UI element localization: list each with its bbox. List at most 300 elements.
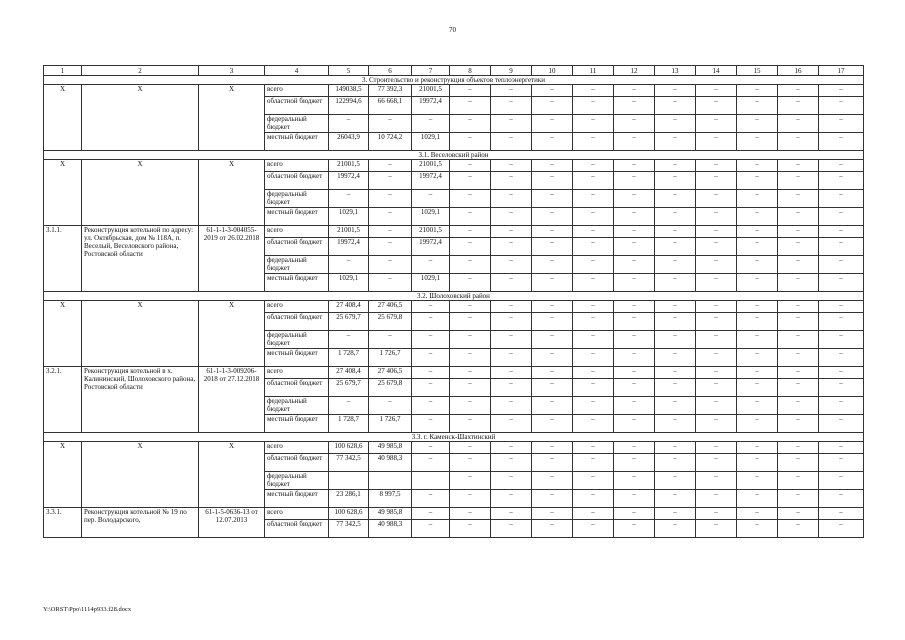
amount-cell: –	[369, 172, 412, 190]
empty-value-cell: –	[573, 256, 614, 274]
mark-cell: Х	[199, 442, 265, 508]
empty-value-cell: –	[491, 379, 532, 397]
empty-value-cell: –	[491, 85, 532, 97]
empty-value-cell: –	[614, 85, 655, 97]
table-row	[44, 367, 864, 379]
amount-cell: 27 406,5	[369, 367, 412, 379]
amount-cell: –	[369, 160, 412, 172]
empty-value-cell: –	[450, 379, 491, 397]
empty-value-cell: –	[696, 85, 737, 97]
empty-value-cell: –	[573, 367, 614, 379]
empty-value-cell: –	[655, 415, 696, 433]
empty-value-cell: –	[655, 508, 696, 520]
empty-value-cell: –	[778, 226, 819, 238]
amount-cell: 77 392,3	[369, 85, 412, 97]
empty-value-cell: –	[532, 172, 573, 190]
amount-cell: 77 342,5	[329, 520, 369, 538]
empty-value-cell: –	[450, 313, 491, 331]
section-title: 3. Строительство и реконструкция объектов теплоэнергетики	[44, 76, 864, 85]
amount-cell: –	[369, 397, 412, 415]
empty-value-cell: –	[778, 415, 819, 433]
amount-cell	[369, 472, 412, 490]
empty-value-cell: –	[655, 301, 696, 313]
amount-cell: 21001,5	[412, 85, 450, 97]
empty-value-cell: –	[696, 454, 737, 472]
mark-cell: Х	[82, 85, 199, 151]
empty-value-cell: –	[655, 349, 696, 367]
empty-value-cell: –	[614, 349, 655, 367]
amount-cell: –	[329, 256, 369, 274]
empty-value-cell: –	[614, 301, 655, 313]
empty-value-cell: –	[778, 301, 819, 313]
empty-value-cell: –	[573, 379, 614, 397]
table-row	[44, 301, 864, 313]
amount-cell: 26043,9	[329, 133, 369, 151]
empty-value-cell: –	[737, 256, 778, 274]
amount-cell: 19972,4	[412, 97, 450, 115]
amount-cell: –	[369, 115, 412, 133]
funding-type: всего	[265, 367, 329, 379]
mark-cell: Х	[44, 85, 82, 151]
funding-type: местный бюджет	[265, 349, 329, 367]
empty-value-cell: –	[450, 301, 491, 313]
empty-value-cell: –	[737, 226, 778, 238]
empty-value-cell: –	[819, 190, 864, 208]
section-title-row	[44, 292, 864, 301]
empty-value-cell: –	[491, 115, 532, 133]
empty-value-cell: –	[655, 274, 696, 292]
empty-value-cell: –	[819, 226, 864, 238]
empty-value-cell: –	[614, 172, 655, 190]
section-title-row	[44, 433, 864, 442]
empty-value-cell: –	[655, 85, 696, 97]
empty-value-cell: –	[696, 472, 737, 490]
column-number: 17	[819, 66, 864, 76]
mark-cell: Х	[44, 442, 82, 508]
empty-value-cell: –	[491, 313, 532, 331]
table-row	[44, 85, 864, 97]
item-number: 3.2.1.	[44, 367, 82, 433]
empty-value-cell: –	[532, 520, 573, 538]
empty-value-cell: –	[450, 331, 491, 349]
empty-value-cell: –	[737, 520, 778, 538]
empty-value-cell: –	[573, 115, 614, 133]
empty-value-cell: –	[450, 190, 491, 208]
amount-cell: –	[412, 349, 450, 367]
amount-cell: 40 988,3	[369, 454, 412, 472]
empty-value-cell: –	[737, 397, 778, 415]
mark-cell: Х	[44, 160, 82, 226]
amount-cell: 25 679,7	[329, 313, 369, 331]
funding-type: местный бюджет	[265, 274, 329, 292]
empty-value-cell: –	[655, 97, 696, 115]
empty-value-cell: –	[532, 415, 573, 433]
empty-value-cell: –	[491, 367, 532, 379]
empty-value-cell: –	[655, 331, 696, 349]
empty-value-cell: –	[573, 508, 614, 520]
amount-cell: 23 286,1	[329, 490, 369, 508]
amount-cell	[412, 472, 450, 490]
empty-value-cell: –	[819, 160, 864, 172]
empty-value-cell: –	[573, 301, 614, 313]
empty-value-cell: –	[778, 379, 819, 397]
empty-value-cell: –	[614, 508, 655, 520]
empty-value-cell: –	[573, 415, 614, 433]
funding-type: федеральный бюджет	[265, 472, 329, 490]
amount-cell: –	[412, 313, 450, 331]
mark-cell: Х	[44, 301, 82, 367]
empty-value-cell: –	[778, 367, 819, 379]
amount-cell: 25 679,8	[369, 313, 412, 331]
amount-cell: 8 997,5	[369, 490, 412, 508]
empty-value-cell: –	[532, 313, 573, 331]
empty-value-cell: –	[696, 256, 737, 274]
section-title-row	[44, 151, 864, 160]
empty-value-cell: –	[655, 160, 696, 172]
funding-type: федеральный бюджет	[265, 115, 329, 133]
empty-value-cell: –	[614, 331, 655, 349]
empty-value-cell: –	[737, 133, 778, 151]
amount-cell: –	[412, 508, 450, 520]
column-number: 8	[450, 66, 491, 76]
empty-value-cell: –	[491, 97, 532, 115]
empty-value-cell: –	[491, 331, 532, 349]
empty-value-cell: –	[491, 133, 532, 151]
section-title: 3.3. г. Каменск-Шахтинский	[44, 433, 864, 442]
empty-value-cell: –	[614, 274, 655, 292]
empty-value-cell: –	[819, 301, 864, 313]
empty-value-cell: –	[655, 133, 696, 151]
empty-value-cell: –	[532, 97, 573, 115]
amount-cell: 25 679,8	[369, 379, 412, 397]
empty-value-cell: –	[778, 115, 819, 133]
empty-value-cell: –	[737, 508, 778, 520]
empty-value-cell: –	[655, 172, 696, 190]
empty-value-cell: –	[696, 238, 737, 256]
table-row	[44, 160, 864, 172]
funding-type: областной бюджет	[265, 520, 329, 538]
empty-value-cell: –	[614, 256, 655, 274]
empty-value-cell: –	[696, 226, 737, 238]
empty-value-cell: –	[696, 97, 737, 115]
empty-value-cell: –	[819, 331, 864, 349]
empty-value-cell: –	[696, 379, 737, 397]
empty-value-cell: –	[491, 442, 532, 454]
empty-value-cell: –	[737, 274, 778, 292]
column-number: 16	[778, 66, 819, 76]
empty-value-cell: –	[737, 160, 778, 172]
empty-value-cell: –	[573, 190, 614, 208]
item-name: Реконструкция котельной № 19 по пер. Володарского,	[82, 508, 199, 538]
table-row	[44, 508, 864, 520]
empty-value-cell: –	[819, 274, 864, 292]
empty-value-cell: –	[696, 367, 737, 379]
empty-value-cell: –	[819, 520, 864, 538]
column-number: 15	[737, 66, 778, 76]
empty-value-cell: –	[450, 208, 491, 226]
empty-value-cell: –	[614, 454, 655, 472]
empty-value-cell: –	[614, 133, 655, 151]
empty-value-cell: –	[737, 115, 778, 133]
empty-value-cell: –	[655, 397, 696, 415]
empty-value-cell: –	[655, 490, 696, 508]
funding-type: областной бюджет	[265, 313, 329, 331]
empty-value-cell: –	[614, 397, 655, 415]
empty-value-cell: –	[491, 520, 532, 538]
empty-value-cell: –	[450, 397, 491, 415]
empty-value-cell: –	[696, 415, 737, 433]
amount-cell: –	[412, 115, 450, 133]
amount-cell: 19972,4	[329, 238, 369, 256]
empty-value-cell: –	[819, 349, 864, 367]
empty-value-cell: –	[778, 274, 819, 292]
empty-value-cell: –	[819, 397, 864, 415]
empty-value-cell: –	[737, 379, 778, 397]
funding-type: федеральный бюджет	[265, 256, 329, 274]
empty-value-cell: –	[819, 85, 864, 97]
column-number: 5	[329, 66, 369, 76]
amount-cell: –	[412, 490, 450, 508]
mark-cell: Х	[82, 442, 199, 508]
column-number: 6	[369, 66, 412, 76]
empty-value-cell: –	[532, 85, 573, 97]
empty-value-cell: –	[737, 415, 778, 433]
empty-value-cell: –	[532, 274, 573, 292]
funding-type: местный бюджет	[265, 415, 329, 433]
empty-value-cell: –	[491, 301, 532, 313]
funding-type: всего	[265, 442, 329, 454]
empty-value-cell: –	[450, 490, 491, 508]
empty-value-cell: –	[696, 490, 737, 508]
column-number-row	[44, 66, 864, 76]
amount-cell: 1 728,7	[329, 415, 369, 433]
funding-type: областной бюджет	[265, 238, 329, 256]
empty-value-cell: –	[778, 454, 819, 472]
funding-type: федеральный бюджет	[265, 190, 329, 208]
empty-value-cell: –	[532, 454, 573, 472]
amount-cell: –	[329, 115, 369, 133]
empty-value-cell: –	[573, 208, 614, 226]
empty-value-cell: –	[696, 520, 737, 538]
empty-value-cell: –	[491, 274, 532, 292]
column-number: 9	[491, 66, 532, 76]
empty-value-cell: –	[696, 301, 737, 313]
amount-cell: 1 728,7	[329, 349, 369, 367]
amount-cell: –	[369, 238, 412, 256]
empty-value-cell: –	[655, 115, 696, 133]
empty-value-cell: –	[737, 301, 778, 313]
amount-cell: –	[412, 454, 450, 472]
amount-cell: 122994,6	[329, 97, 369, 115]
empty-value-cell: –	[778, 238, 819, 256]
item-name: Реконструкция котельной в х. Калининский, Шолоховского района, Ростовской области	[82, 367, 199, 433]
empty-value-cell: –	[737, 172, 778, 190]
empty-value-cell: –	[532, 490, 573, 508]
empty-value-cell: –	[573, 226, 614, 238]
empty-value-cell: –	[450, 367, 491, 379]
empty-value-cell: –	[614, 190, 655, 208]
amount-cell: –	[369, 226, 412, 238]
amount-cell: 21001,5	[412, 226, 450, 238]
amount-cell: –	[412, 301, 450, 313]
empty-value-cell: –	[614, 238, 655, 256]
amount-cell: 1029,1	[412, 208, 450, 226]
mark-cell: Х	[82, 301, 199, 367]
empty-value-cell: –	[532, 508, 573, 520]
column-number: 2	[82, 66, 199, 76]
empty-value-cell: –	[778, 313, 819, 331]
empty-value-cell: –	[737, 349, 778, 367]
empty-value-cell: –	[573, 238, 614, 256]
empty-value-cell: –	[778, 97, 819, 115]
empty-value-cell: –	[778, 172, 819, 190]
financing-table	[43, 65, 864, 538]
empty-value-cell: –	[532, 397, 573, 415]
empty-value-cell: –	[532, 442, 573, 454]
empty-value-cell: –	[614, 367, 655, 379]
empty-value-cell: –	[737, 454, 778, 472]
empty-value-cell: –	[532, 301, 573, 313]
empty-value-cell: –	[573, 85, 614, 97]
empty-value-cell: –	[737, 97, 778, 115]
empty-value-cell: –	[778, 190, 819, 208]
amount-cell: 49 985,8	[369, 442, 412, 454]
amount-cell: –	[329, 190, 369, 208]
empty-value-cell: –	[778, 85, 819, 97]
funding-type: федеральный бюджет	[265, 331, 329, 349]
empty-value-cell: –	[655, 367, 696, 379]
empty-value-cell: –	[614, 160, 655, 172]
empty-value-cell: –	[655, 190, 696, 208]
empty-value-cell: –	[450, 97, 491, 115]
footer-file-path: Y:\ORST\Ppo\1114p933.f28.docx	[43, 606, 132, 613]
amount-cell: 1029,1	[329, 208, 369, 226]
amount-cell: 49 985,8	[369, 508, 412, 520]
empty-value-cell: –	[655, 226, 696, 238]
item-code: 61-1-1-3-009206-2018 от 27.12.2018	[199, 367, 265, 433]
empty-value-cell: –	[573, 442, 614, 454]
column-number: 13	[655, 66, 696, 76]
empty-value-cell: –	[491, 160, 532, 172]
empty-value-cell: –	[696, 172, 737, 190]
empty-value-cell: –	[450, 172, 491, 190]
empty-value-cell: –	[819, 97, 864, 115]
empty-value-cell: –	[819, 133, 864, 151]
funding-type: областной бюджет	[265, 379, 329, 397]
empty-value-cell: –	[573, 520, 614, 538]
funding-type: местный бюджет	[265, 133, 329, 151]
empty-value-cell: –	[573, 274, 614, 292]
empty-value-cell: –	[532, 226, 573, 238]
column-number: 1	[44, 66, 82, 76]
empty-value-cell: –	[450, 160, 491, 172]
empty-value-cell: –	[532, 190, 573, 208]
amount-cell: 27 408,4	[329, 301, 369, 313]
amount-cell: 1 726,7	[369, 415, 412, 433]
empty-value-cell: –	[819, 508, 864, 520]
empty-value-cell: –	[819, 367, 864, 379]
empty-value-cell: –	[573, 313, 614, 331]
empty-value-cell: –	[573, 490, 614, 508]
empty-value-cell: –	[655, 256, 696, 274]
empty-value-cell: –	[819, 415, 864, 433]
empty-value-cell: –	[573, 472, 614, 490]
empty-value-cell: –	[819, 208, 864, 226]
amount-cell	[329, 472, 369, 490]
empty-value-cell: –	[532, 349, 573, 367]
empty-value-cell: –	[737, 313, 778, 331]
empty-value-cell: –	[614, 415, 655, 433]
funding-type: областной бюджет	[265, 97, 329, 115]
empty-value-cell: –	[491, 172, 532, 190]
empty-value-cell: –	[696, 274, 737, 292]
empty-value-cell: –	[819, 379, 864, 397]
empty-value-cell: –	[532, 133, 573, 151]
empty-value-cell: –	[614, 115, 655, 133]
empty-value-cell: –	[614, 520, 655, 538]
amount-cell: 1 726,7	[369, 349, 412, 367]
empty-value-cell: –	[532, 472, 573, 490]
empty-value-cell: –	[491, 226, 532, 238]
empty-value-cell: –	[450, 508, 491, 520]
column-number: 11	[573, 66, 614, 76]
empty-value-cell: –	[450, 442, 491, 454]
empty-value-cell: –	[491, 208, 532, 226]
empty-value-cell: –	[778, 520, 819, 538]
empty-value-cell: –	[532, 208, 573, 226]
funding-type: местный бюджет	[265, 208, 329, 226]
column-number: 4	[265, 66, 329, 76]
item-name: Реконструкция котельной по адресу: ул. Октябрьская, дом № 118А, п. Веселый, Веселовского района, Ростовской области	[82, 226, 199, 292]
column-number: 12	[614, 66, 655, 76]
empty-value-cell: –	[614, 442, 655, 454]
funding-type: всего	[265, 160, 329, 172]
empty-value-cell: –	[737, 367, 778, 379]
amount-cell: –	[369, 256, 412, 274]
empty-value-cell: –	[737, 190, 778, 208]
empty-value-cell: –	[573, 160, 614, 172]
amount-cell: 1029,1	[412, 133, 450, 151]
empty-value-cell: –	[737, 85, 778, 97]
empty-value-cell: –	[655, 472, 696, 490]
empty-value-cell: –	[450, 454, 491, 472]
empty-value-cell: –	[737, 472, 778, 490]
empty-value-cell: –	[450, 115, 491, 133]
amount-cell: 10 724,2	[369, 133, 412, 151]
amount-cell: –	[412, 190, 450, 208]
empty-value-cell: –	[696, 508, 737, 520]
column-number: 14	[696, 66, 737, 76]
empty-value-cell: –	[655, 442, 696, 454]
mark-cell: Х	[199, 301, 265, 367]
amount-cell: –	[412, 442, 450, 454]
empty-value-cell: –	[696, 208, 737, 226]
amount-cell: 21001,5	[329, 160, 369, 172]
amount-cell: –	[412, 415, 450, 433]
mark-cell: Х	[82, 160, 199, 226]
empty-value-cell: –	[778, 472, 819, 490]
empty-value-cell: –	[450, 415, 491, 433]
amount-cell: –	[412, 256, 450, 274]
empty-value-cell: –	[655, 520, 696, 538]
empty-value-cell: –	[696, 349, 737, 367]
empty-value-cell: –	[532, 115, 573, 133]
empty-value-cell: –	[614, 490, 655, 508]
empty-value-cell: –	[819, 454, 864, 472]
amount-cell: –	[412, 520, 450, 538]
empty-value-cell: –	[491, 190, 532, 208]
empty-value-cell: –	[778, 160, 819, 172]
